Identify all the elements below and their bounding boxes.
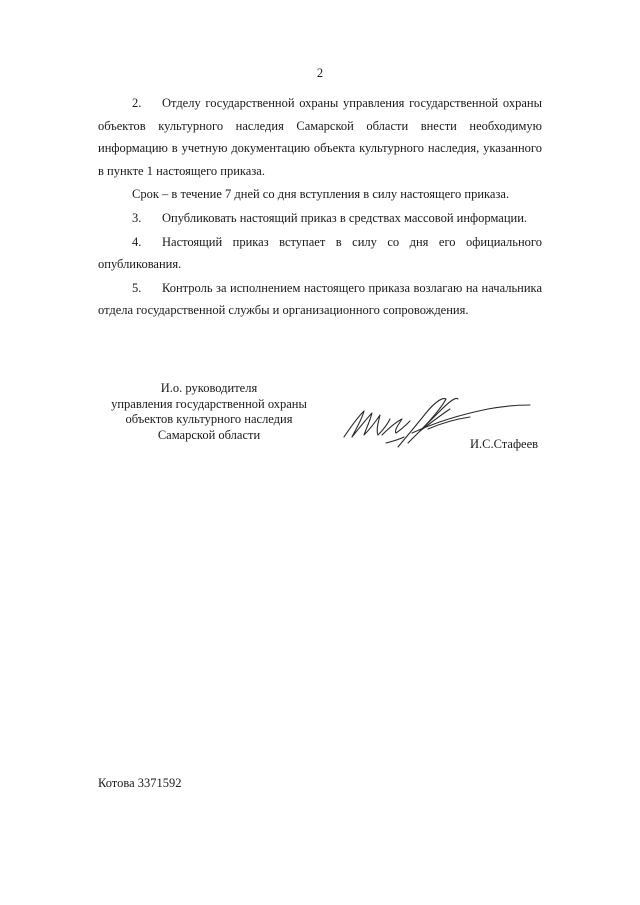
paragraph-number: 5. [132,280,142,295]
page-number: 2 [316,66,324,80]
document-body [98,92,542,322]
signer-name: И.С.Стафеев [470,437,539,451]
paragraph-5 [98,277,542,322]
paragraph-number: 2. [132,96,142,110]
paragraph-2 [98,92,542,182]
paragraph-text: Настоящий приказ вступает в силу со дня его официального опубликования. [98,234,542,272]
paragraph-3 [98,207,542,230]
paragraph-deadline [98,183,542,206]
paragraph-text: Отделу государственной охраны управления государственной охраны объектов культурного наследия Самарской области внести необходимую информацию в учетную документацию объекта культурного наследия, указанного в пункте 1 настоящего приказа. [98,96,542,178]
paragraph-4 [98,231,542,276]
paragraph-text: Опубликовать настоящий приказ в средствах массовой информации. [162,210,528,225]
paragraph-text: Контроль за исполнением настоящего приказа возлагаю на начальника отдела государственной службы и организационного сопровождения. [98,280,542,318]
signatory-title-line: объектов культурного наследия [125,412,293,426]
signatory-title-line: Самарской области [157,427,261,442]
executor-note: Котова 3371592 [98,776,182,790]
paragraph-text: Срок – в течение 7 дней со дня вступления в силу настоящего приказа. [132,187,510,202]
signatory-title-line: управления государственной охраны [111,396,307,411]
signatory-title [96,381,322,443]
signatory-title-line: И.о. руководителя [160,381,258,395]
paragraph-number: 4. [132,234,142,249]
paragraph-number: 3. [132,210,142,225]
